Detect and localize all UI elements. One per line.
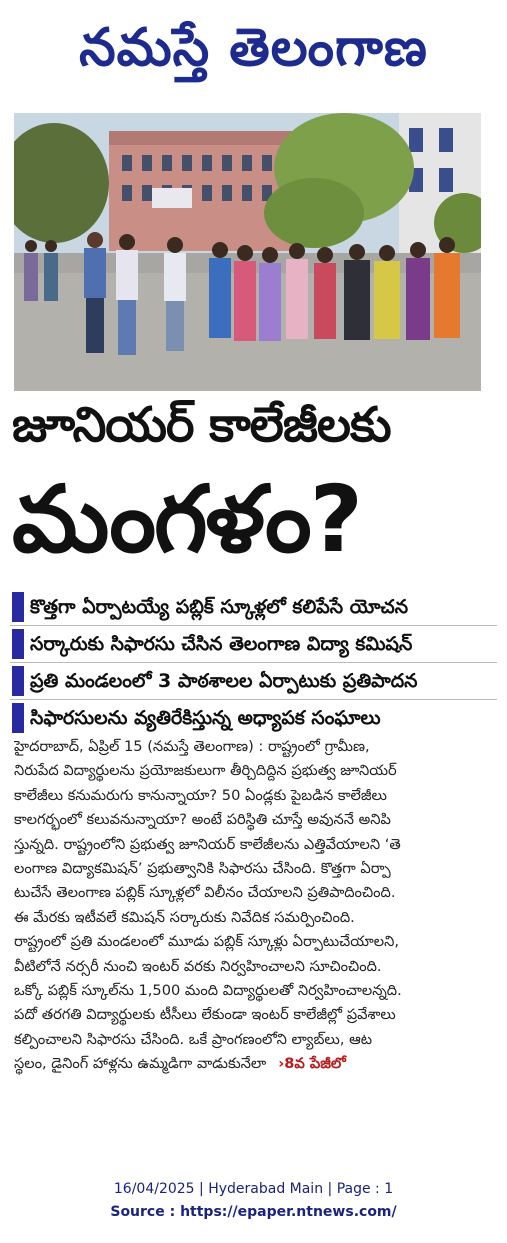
- masthead-logo: నమస్తే తెలంగాణ: [79, 18, 428, 78]
- body-line: నిరుపేద విద్యార్థులను ప్రయోజకులుగా తీర్చిదిద్దిన ప్రభుత్వ జూనియర్: [14, 762, 397, 780]
- deck-item: సిఫారసులను వ్యతిరేకిస్తున్న అధ్యాపక సంఘాలు: [10, 699, 497, 736]
- body-line: స్తున్నది. రాష్ట్రంలోని ప్రభుత్వ జూనియర్ కాలేజీలను ఎత్తివేయాలని ‘తె: [14, 835, 401, 853]
- page-footer: [0, 1178, 507, 1224]
- continued-arrow-icon: ›: [278, 1055, 285, 1073]
- deck-bullet-icon: [12, 629, 24, 659]
- deck-bullet-icon: [12, 666, 24, 696]
- body-line: హైదరాబాద్, ఏప్రిల్ 15 (నమస్తే తెలంగాణ) : రాష్ట్రంలో గ్రామీణ,: [14, 738, 370, 755]
- body-line: టుచేసే తెలంగాణ పబ్లిక్ స్కూళ్లలో విలీనం చేయాలని ప్రతిపాదించింది.: [14, 884, 396, 902]
- footer-source-link[interactable]: Source : https://epaper.ntnews.com/: [110, 1204, 397, 1220]
- body-line: కాలగర్భంలో కలువనున్నాయా? అంటే పరిస్థితి చూస్తే అవుననే అనిపి: [14, 811, 391, 829]
- headline-line-2: మంగళం?: [12, 466, 361, 573]
- body-line: ఈ మేరకు ఇటీవలే కమిషన్ సర్కారుకు నివేదిక సమర్పించింది.: [14, 908, 355, 926]
- body-line: లంగాణ విద్యాకమిషన్’ ప్రభుత్వానికి సిఫారసు చేసింది. కొత్తగా ఏర్పా: [14, 859, 391, 877]
- deck-bullet-icon: [12, 703, 24, 733]
- deck-item: కొత్తగా ఏర్పాటయ్యే పబ్లిక్ స్కూళ్లలో కలిపేసే యోచన: [10, 589, 497, 625]
- body-line: రాష్ట్రంలో ప్రతి మండలంలో మూడు పబ్లిక్ స్కూళ్లు ఏర్పాటుచేయాలని,: [14, 933, 399, 951]
- body-line: పదో తరగతి విద్యార్థులకు టీసీలు లేకుండా ఇంటర్ కాలేజీల్లో ప్రవేశాలు: [14, 1006, 396, 1024]
- article-body: [14, 735, 493, 1076]
- body-line: కల్పించాలని సిఫారసు చేసింది. ఒకే ప్రాంగణంలోని ల్యాబ్‌లు, ఆట: [14, 1030, 373, 1048]
- body-line: వీటిలోనే నర్సరీ నుంచి ఇంటర్ వరకు నిర్వహించాలని సూచించింది.: [14, 957, 382, 975]
- deck-bullet-icon: [12, 592, 24, 622]
- continued-link[interactable]: ›8వ పేజీలో: [278, 1055, 346, 1073]
- footer-meta: 16/04/2025 | Hyderabad Main | Page : 1: [113, 1181, 394, 1197]
- body-line: కాలేజీలు కనుమరుగు కానున్నాయా? 50 ఏండ్లకు పైబడిన కాలేజీలు: [14, 786, 387, 804]
- body-line: ఒక్కో పబ్లిక్ స్కూల్‌ను 1,500 మంది విద్యార్థులతో నిర్వహించాలన్నది.: [14, 981, 402, 999]
- deck-item: సర్కారుకు సిఫారసు చేసిన తెలంగాణ విద్యా కమిషన్: [10, 625, 497, 662]
- deck-item: ప్రతి మండలంలో 3 పాఠశాలల ఏర్పాటుకు ప్రతిపాదన: [10, 662, 497, 699]
- body-line-last: స్థలం, డైనింగ్ హాళ్లను ఉమ్మడిగా వాడుకునేలా ›8వ పేజీలో: [14, 1055, 346, 1073]
- news-photo-students: [14, 113, 481, 391]
- students-walking-photo: [14, 113, 481, 391]
- headline-line-1: జూనియర్ కాలేజీలకు: [12, 397, 391, 453]
- deck-subheads: [10, 589, 497, 736]
